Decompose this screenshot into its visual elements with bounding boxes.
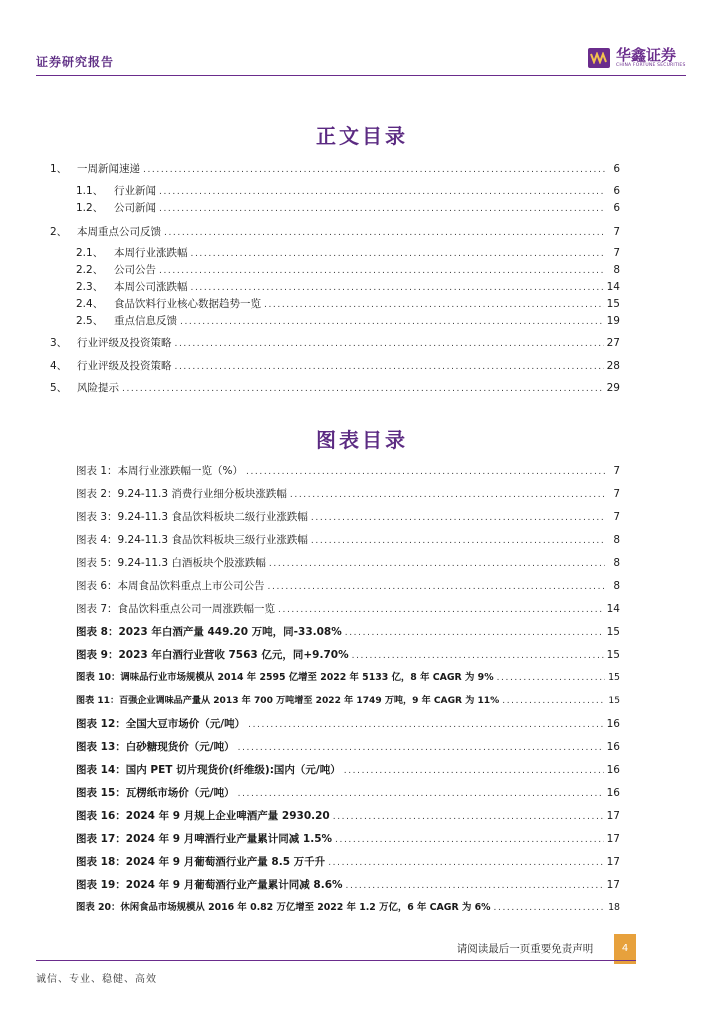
figure-entry-page: 16 [606,718,620,730]
toc-entry-number: 2.2、 [76,264,104,276]
toc-entry[interactable] [76,263,620,278]
dot-leader [333,810,604,824]
figure-entry-page: 17 [606,810,620,822]
company-slogan: 诚信、专业、稳健、高效 [36,974,157,985]
page-footer [440,938,636,960]
figure-entry-page: 15 [608,672,620,683]
figure-entry-label: 图表 14：国内 PET 切片现货价(纤维级):国内（元/吨） [76,764,341,776]
toc-entry-page: 6 [613,185,620,197]
toc-entry-number: 5、 [50,382,68,394]
figure-entry-page: 16 [606,787,620,799]
figure-entry[interactable] [76,533,620,548]
dot-leader [122,382,604,396]
toc-entry-page: 6 [613,202,620,214]
toc-entry-number: 1.2、 [76,202,104,214]
dot-leader [494,901,605,915]
dot-leader [268,580,605,594]
figure-entry-label: 图表 12：全国大豆市场价（元/吨） [76,718,246,730]
dot-leader [264,298,604,312]
figure-entry-page: 17 [606,856,620,868]
toc-entry-number: 2.5、 [76,315,104,327]
dot-leader [345,626,604,640]
dot-leader [238,787,604,801]
figure-entry-label: 图表 5：9.24-11.3 白酒板块个股涨跌幅 [76,557,266,569]
figure-entry[interactable] [76,809,620,824]
figure-entry-page: 16 [606,764,620,776]
figure-entry-page: 17 [606,833,620,845]
toc-entry-page: 8 [613,264,620,276]
toc-entry-number: 4、 [50,360,68,372]
figure-toc-title: 图表目录 [316,428,408,452]
figure-entry-page: 7 [613,511,620,523]
figure-entry[interactable] [76,602,620,617]
toc-entry[interactable] [76,184,620,199]
figure-entry-label: 图表 16：2024 年 9 月规上企业啤酒产量 2930.20 [76,810,330,822]
toc-entry-page: 7 [613,247,620,259]
toc-entry-label: 行业评级及投资策略 [77,337,172,349]
figure-entry-page: 15 [608,696,620,706]
dot-leader [497,671,605,685]
figure-entry-page: 15 [606,626,620,638]
page-header [36,48,686,76]
toc-entry-number: 2.3、 [76,281,104,293]
toc-entry-label: 风险提示 [77,382,119,394]
toc-entry-number: 2、 [50,226,68,238]
figure-entry[interactable] [76,901,620,915]
dot-leader [290,488,605,502]
figure-entry-label: 图表 8：2023 年白酒产量 449.20 万吨，同-33.08% [76,626,342,638]
figure-entry-page: 8 [613,557,620,569]
dot-leader [191,247,606,261]
figure-entry-page: 17 [606,879,620,891]
figure-entry-label: 图表 4：9.24-11.3 食品饮料板块三级行业涨跌幅 [76,534,308,546]
figure-entry[interactable] [76,740,620,755]
figure-entry[interactable] [76,579,620,594]
figure-entry[interactable] [76,694,620,708]
figure-entry-label: 图表 11：百强企业调味品产量从 2013 年 700 万吨增至 2022 年 1749 万吨，9 年 CAGR 为 11% [76,696,500,706]
toc-entry-number: 3、 [50,337,68,349]
figure-entry[interactable] [76,786,620,801]
dot-leader [248,718,604,732]
dot-leader [269,557,605,571]
figure-entry[interactable] [76,510,620,525]
dot-leader [180,315,604,329]
figure-entry-label: 图表 9：2023 年白酒行业营收 7563 亿元，同+9.70% [76,649,349,661]
toc-entry[interactable] [50,162,620,177]
dot-leader [335,833,604,847]
dot-leader [175,337,604,351]
toc-entry-page: 28 [606,360,620,372]
toc-entry-number: 2.4、 [76,298,104,310]
report-type-label: 证券研究报告 [36,55,115,69]
dot-leader [191,281,604,295]
figure-entry-label: 图表 1：本周行业涨跌幅一览（%） [76,465,243,477]
dot-leader [159,202,605,216]
logo-english-name: CHINA FORTUNE SECURITIES [616,63,686,68]
toc-title: 正文目录 [316,124,408,148]
disclaimer-notice[interactable]: 请阅读最后一页重要免责声明 [456,943,594,955]
toc-entry[interactable] [50,336,620,351]
dot-leader [159,185,605,199]
figure-entry-page: 7 [613,488,620,500]
dot-leader [159,264,605,278]
toc-entry-label: 本周重点公司反馈 [77,226,161,238]
toc-entry-number: 1.1、 [76,185,104,197]
toc-entry-label: 行业新闻 [114,185,156,197]
toc-entry-label: 食品饮料行业核心数据趋势一览 [114,298,261,310]
figure-entry-label: 图表 6：本周食品饮料重点上市公司公告 [76,580,265,592]
dot-leader [143,163,605,177]
figure-entry[interactable] [76,464,620,479]
dot-leader [328,856,603,870]
toc-entry-page: 27 [606,337,620,349]
dot-leader [278,603,604,617]
toc-entry-label: 重点信息反馈 [114,315,177,327]
toc-entry-label: 一周新闻速递 [77,163,140,175]
dot-leader [246,465,605,479]
toc-entry-page: 6 [613,163,620,175]
figure-entry-label: 图表 10：调味品行业市场规模从 2014 年 2595 亿增至 2022 年 5133 亿，8 年 CAGR 为 9% [76,672,494,683]
figure-entry[interactable] [76,763,620,778]
toc-entry[interactable] [50,225,620,240]
figure-entry-page: 8 [613,580,620,592]
dot-leader [238,741,604,755]
toc-entry[interactable] [50,359,620,374]
figure-entry-page: 8 [613,534,620,546]
toc-entry[interactable] [76,297,620,312]
toc-entry[interactable] [50,381,620,396]
figure-entry[interactable] [76,855,620,870]
dot-leader [344,764,604,778]
figure-entry-page: 7 [613,465,620,477]
logo-mark-icon [588,48,610,68]
figure-entry[interactable] [76,556,620,571]
figure-entry-label: 图表 2：9.24-11.3 消费行业细分板块涨跌幅 [76,488,287,500]
figure-entry-label: 图表 18：2024 年 9 月葡萄酒行业产量 8.5 万千升 [76,856,326,868]
figure-entry-page: 16 [606,741,620,753]
figure-entry[interactable] [76,648,620,663]
dot-leader [502,694,605,708]
page-number: 4 [614,934,636,964]
figure-entry[interactable] [76,671,620,685]
figure-entry-page: 15 [606,649,620,661]
toc-entry-page: 7 [613,226,620,238]
figure-entry-page: 18 [608,902,620,913]
toc-entry-number: 2.1、 [76,247,104,259]
dot-leader [346,879,604,893]
figure-entry-label: 图表 17：2024 年 9 月啤酒行业产量累计同减 1.5% [76,833,333,845]
figure-entry[interactable] [76,878,620,893]
figure-entry-label: 图表 3：9.24-11.3 食品饮料板块二级行业涨跌幅 [76,511,308,523]
figure-entry-label: 图表 13：白砂糖现货价（元/吨） [76,741,235,753]
toc-entry-label: 公司新闻 [114,202,156,214]
dot-leader [311,511,605,525]
figure-entry-label: 图表 7：食品饮料重点公司一周涨跌幅一览 [76,603,276,615]
toc-entry-label: 本周公司涨跌幅 [114,281,188,293]
toc-entry-label: 公司公告 [114,264,156,276]
company-logo [588,44,684,74]
figure-entry-label: 图表 19：2024 年 9 月葡萄酒行业产量累计同减 8.6% [76,879,343,891]
toc-entry[interactable] [76,201,620,216]
header-divider [36,75,686,76]
toc-entry-page: 15 [606,298,620,310]
toc-entry[interactable] [76,246,620,261]
figure-entry-label: 图表 15：瓦楞纸市场价（元/吨） [76,787,235,799]
figure-entry-label: 图表 20：休闲食品市场规模从 2016 年 0.82 万亿增至 2022 年 1.2 万亿，6 年 CAGR 为 6% [76,902,491,913]
figure-entry-page: 14 [606,603,620,615]
toc-entry[interactable] [76,280,620,295]
figure-entry[interactable] [76,487,620,502]
dot-leader [311,534,605,548]
toc-entry-page: 29 [606,382,620,394]
toc-entry-label: 本周行业涨跌幅 [114,247,188,259]
toc-entry-number: 1、 [50,163,68,175]
figure-entry[interactable] [76,625,620,640]
toc-entry-label: 行业评级及投资策略 [77,360,172,372]
toc-entry-page: 19 [606,315,620,327]
figure-entry[interactable] [76,832,620,847]
logo-chinese-name: 华鑫证券 [616,46,677,64]
figure-entry[interactable] [76,717,620,732]
footer-divider [36,960,636,961]
dot-leader [164,226,605,240]
dot-leader [352,649,604,663]
dot-leader [175,360,604,374]
toc-entry-page: 14 [606,281,620,293]
toc-entry[interactable] [76,314,620,329]
